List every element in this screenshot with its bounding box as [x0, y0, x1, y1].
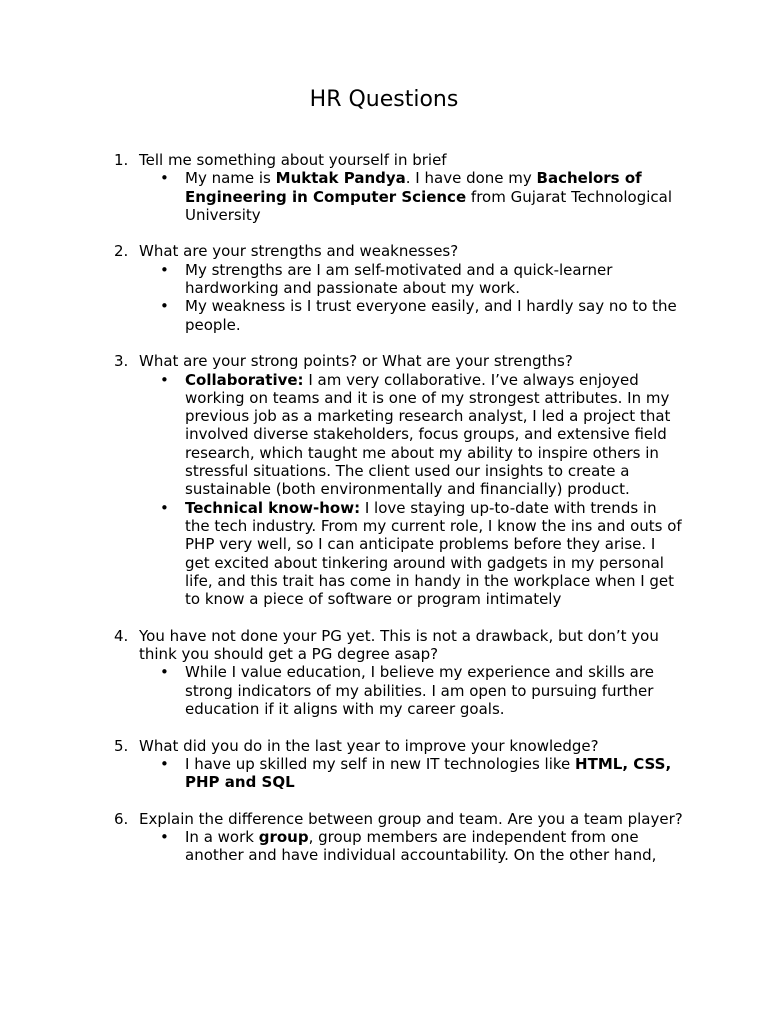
page-title: HR Questions — [309, 87, 459, 112]
answer-list — [139, 169, 684, 224]
bullet-icon: • — [160, 260, 169, 279]
answer-text: from Gujarat Technological University — [185, 187, 673, 224]
question-item — [114, 242, 684, 333]
question-item — [114, 352, 684, 608]
answer-text: While I value education, I believe my experience and skills are strong indicators of my abilities. I am open to pursuing further education if it aligns with my career goals. — [185, 663, 654, 718]
answer-bold-text: Muktak Pandya — [275, 169, 406, 188]
answer-text: My strengths are I am self-motivated and a quick-learner hardworking and passionate about my work. — [185, 260, 613, 298]
question-item — [114, 627, 684, 718]
question-text: You have not done your PG yet. This is not a drawback, but don’t you think you should get a PG degree asap? — [139, 626, 659, 664]
question-text: Explain the difference between group and team. Are you a team player? — [139, 809, 683, 828]
answer-item — [139, 261, 684, 298]
question-item — [114, 151, 684, 224]
bullet-icon: • — [160, 297, 169, 316]
question-item — [114, 737, 684, 792]
answer-text: My weakness is I trust everyone easily, and I hardly say no to the people. — [185, 297, 677, 334]
question-number: 2. — [114, 242, 129, 261]
question-text: What are your strong points? or What are your strengths? — [139, 352, 573, 371]
answer-list — [139, 261, 684, 334]
question-text: Tell me something about yourself in brief — [139, 151, 447, 169]
question-number: 5. — [114, 736, 129, 755]
question-number: 1. — [114, 151, 129, 169]
answer-item — [139, 663, 684, 718]
bullet-icon: • — [160, 754, 169, 773]
answer-list — [139, 663, 684, 718]
answer-bold-text: group — [258, 827, 309, 846]
answer-item — [139, 297, 684, 334]
answer-item — [139, 371, 684, 499]
question-text: What did you do in the last year to improve your knowledge? — [139, 736, 599, 755]
question-number: 6. — [114, 809, 129, 828]
answer-text: In a work — [185, 827, 259, 846]
answer-item — [139, 499, 684, 609]
answer-item — [139, 828, 684, 865]
answer-text: . I have done my — [405, 169, 537, 188]
answer-text: My name is — [185, 169, 276, 188]
bullet-icon: • — [160, 827, 169, 846]
bullet-icon: • — [160, 498, 169, 517]
answer-text: I love staying up-to-date with trends in the tech industry. From my current role, I know the ins and outs of PHP very well, so I can anticipate problems before they arise. I get excited about tinkering around with gadgets in my personal life, and this trait has come in handy in the workplace when I get to know a piece of software or program intimately — [185, 498, 682, 609]
answer-text: I have up skilled my self in new IT technologies like — [185, 754, 576, 773]
answer-bold-text: HTML, CSS, PHP and SQL — [185, 754, 672, 792]
answer-item — [139, 169, 684, 224]
answer-bold-text: Technical know-how: — [185, 498, 361, 517]
answer-list — [139, 371, 684, 609]
answer-item — [139, 755, 684, 792]
question-number: 3. — [114, 352, 129, 371]
answer-text: I am very collaborative. I’ve always enjoyed working on teams and it is one of my strongest attributes. In my previous job as a marketing research analyst, I led a project that involved diverse stakeholders, focus groups, and extensive field research, which taught me about my ability to inspire others in stressful situations. The client used our insights to create a sustainable (both environmentally and financially) product. — [185, 370, 671, 499]
question-number: 4. — [114, 626, 129, 645]
bullet-icon: • — [160, 169, 169, 188]
answer-list — [139, 755, 684, 792]
answer-list — [139, 828, 684, 865]
question-text: What are your strengths and weaknesses? — [139, 242, 459, 261]
answer-bold-text: Bachelors of Engineering in Computer Science — [185, 169, 642, 206]
answer-text: , group members are independent from one another and have individual accountability. On the other hand, — [185, 827, 657, 865]
question-item — [114, 810, 684, 865]
bullet-icon: • — [160, 663, 169, 682]
question-list — [114, 151, 684, 883]
answer-bold-text: Collaborative: — [185, 370, 304, 389]
bullet-icon: • — [160, 370, 169, 389]
